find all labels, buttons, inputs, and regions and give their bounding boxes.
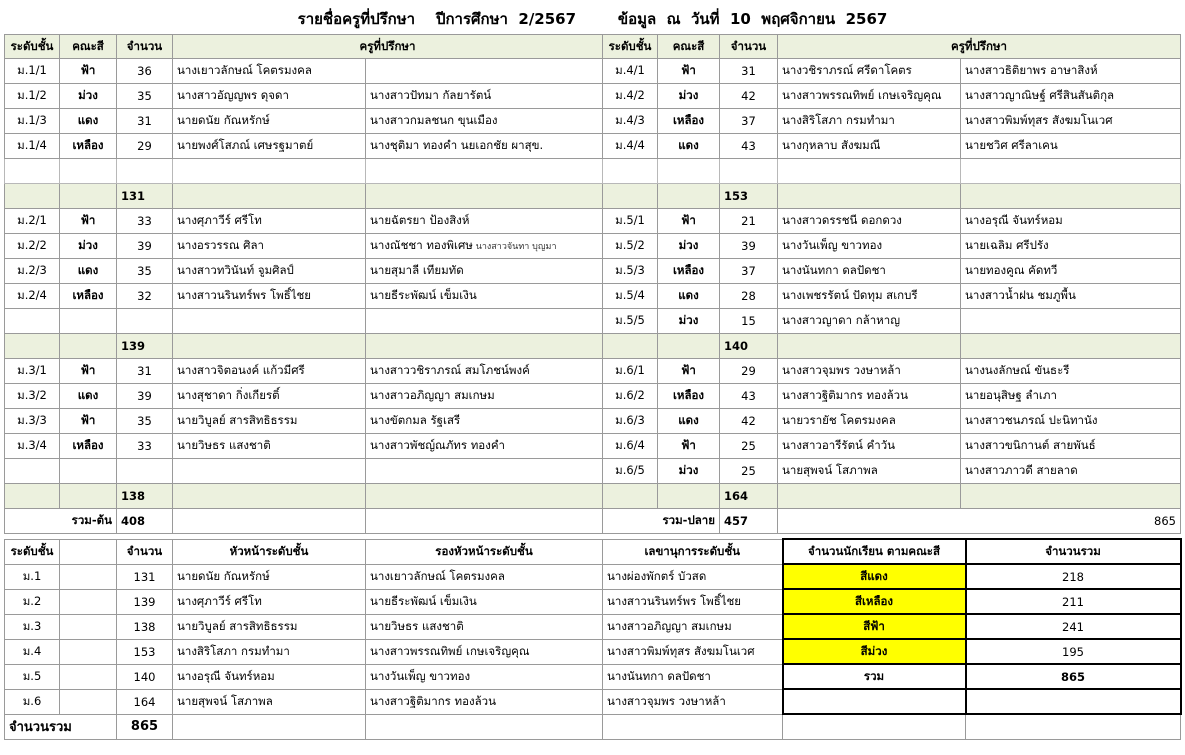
right-student-count[interactable]: 25 [720,434,778,459]
summary-deputy[interactable]: นายธีระพัฒน์ เข็มเงิน [366,589,603,614]
empty-cell[interactable] [173,509,366,534]
left-room[interactable]: ม.3/3 [5,409,60,434]
empty-cell[interactable] [658,334,720,359]
upper-total-value[interactable]: 457 [720,509,778,534]
summary-row [5,639,1181,664]
left-house-color[interactable]: เหลือง [60,134,117,159]
empty-cell[interactable] [366,714,603,739]
summary-secretary[interactable]: นางสาวพิมพ์ทุสร สังฆมโนเวศ [603,639,783,664]
summary-level[interactable]: ม.4 [5,639,60,664]
empty-cell[interactable] [961,484,1181,509]
right-student-count[interactable]: 42 [720,84,778,109]
summary-table [4,538,1182,740]
color-total-label[interactable]: รวม [783,664,966,689]
left-advisor-2[interactable]: นางณัชชา ทองพิเศษ นางสาวจันทา บุญมา [366,234,603,259]
color-count[interactable]: 195 [966,639,1181,664]
right-advisor-1[interactable]: นางกุหลาบ สังฆมณี [778,134,961,159]
right-advisor-2[interactable] [961,309,1181,334]
empty-cell[interactable] [173,714,366,739]
right-student-count[interactable]: 43 [720,384,778,409]
summary-count[interactable]: 164 [117,689,173,714]
left-room[interactable]: ม.2/3 [5,259,60,284]
grand-total-label[interactable]: จำนวนรวม [5,714,117,739]
right-house-color[interactable]: แดง [658,134,720,159]
right-student-count[interactable]: 29 [720,359,778,384]
empty-cell[interactable] [60,689,117,714]
summary-head-teacher[interactable]: นางอรุณี จันทร์หอม [173,664,366,689]
color-label[interactable]: สีแดง [783,564,966,589]
page-title: รายชื่อครูที่ปรึกษา ปีการศึกษา 2/2567 ข้อมูล ณ วันที่ 10 พฤศจิกายน 2567 [297,10,888,28]
right-room[interactable]: ม.5/4 [603,284,658,309]
summary-header-secretary[interactable]: เลขานุการระดับชั้น [603,539,783,564]
left-empty-cell[interactable] [60,309,117,334]
right-advisor-2[interactable]: นางสาวน้ำฝน ชมภูพื้น [961,284,1181,309]
left-advisor-2[interactable]: นางสาวอภิญญา สมเกษม [366,384,603,409]
left-house-color[interactable]: เหลือง [60,434,117,459]
right-house-color[interactable]: เหลือง [658,384,720,409]
table-row [5,134,1181,159]
table-row [5,309,1181,334]
empty-cell[interactable] [961,184,1181,209]
empty-cell[interactable] [658,159,720,184]
left-empty-cell[interactable] [5,309,60,334]
empty-cell[interactable] [5,334,60,359]
left-house-color[interactable]: ม่วง [60,84,117,109]
right-student-count[interactable]: 43 [720,134,778,159]
left-room[interactable]: ม.1/3 [5,109,60,134]
left-student-count[interactable]: 39 [117,234,173,259]
empty-cell[interactable] [173,159,366,184]
left-house-color[interactable]: แดง [60,259,117,284]
summary-header-level[interactable]: ระดับชั้น [5,539,60,564]
right-room[interactable]: ม.6/1 [603,359,658,384]
left-advisor-2[interactable]: นายธีระพัฒน์ เข็มเงิน [366,284,603,309]
table-row [5,84,1181,109]
summary-header-deputy[interactable]: รองหัวหน้าระดับชั้น [366,539,603,564]
empty-cell[interactable] [60,664,117,689]
right-house-color[interactable]: ม่วง [658,309,720,334]
right-room[interactable]: ม.4/3 [603,109,658,134]
header-count[interactable]: จำนวน [720,35,778,59]
left-house-color[interactable]: เหลือง [60,284,117,309]
left-advisor-2[interactable]: นางสาวกมลชนก ขุนเมือง [366,109,603,134]
summary-secretary[interactable]: นางสาวอภิญญา สมเกษม [603,614,783,639]
summary-count[interactable]: 139 [117,589,173,614]
left-room[interactable]: ม.3/1 [5,359,60,384]
empty-cell[interactable] [366,159,603,184]
right-house-color[interactable]: ฟ้า [658,359,720,384]
empty-cell[interactable] [60,159,117,184]
right-advisor-1[interactable]: นางนันทกา ดลปัดชา [778,259,961,284]
empty-cell[interactable] [5,159,60,184]
color-total-value[interactable]: 865 [966,664,1181,689]
header-level[interactable]: ระดับชั้น [603,35,658,59]
left-room[interactable]: ม.1/2 [5,84,60,109]
empty-cell[interactable] [173,334,366,359]
table-row [5,359,1181,384]
left-subtotal[interactable]: 131 [117,184,173,209]
empty-cell[interactable] [117,159,173,184]
empty-cell[interactable] [60,589,117,614]
empty-cell[interactable] [60,564,117,589]
summary-head-teacher[interactable]: นางสิริโสภา กรมทำมา [173,639,366,664]
empty-cell[interactable] [961,334,1181,359]
summary-level[interactable]: ม.3 [5,614,60,639]
empty-cell[interactable] [603,159,658,184]
right-student-count[interactable]: 39 [720,234,778,259]
left-room[interactable]: ม.2/2 [5,234,60,259]
grand-total-count[interactable]: 865 [117,714,173,739]
left-advisor-2[interactable]: นางชุติมา ทองคำ นยเอกชัย ผาสุข. [366,134,603,159]
empty-cell[interactable] [783,714,966,739]
totals-row [5,509,1181,534]
color-count[interactable]: 241 [966,614,1181,639]
right-room[interactable]: ม.4/4 [603,134,658,159]
left-advisor-2[interactable]: นางสาวพัชญ์ณภัทร ทองคำ [366,434,603,459]
left-student-count[interactable]: 35 [117,84,173,109]
right-student-count[interactable]: 28 [720,284,778,309]
header-level[interactable]: ระดับชั้น [5,35,60,59]
right-advisor-1[interactable]: นางสาวดรรชนี ดอกดวง [778,209,961,234]
left-advisor-1[interactable]: นางสาวทวินันท์ จูมศิลป์ [173,259,366,284]
right-subtotal[interactable]: 164 [720,484,778,509]
right-advisor-2[interactable]: นายทองคูณ คัดทวี [961,259,1181,284]
right-student-count[interactable]: 31 [720,59,778,84]
right-advisor-1[interactable]: นางวันเพ็ญ ขาวทอง [778,234,961,259]
summary-row [5,614,1181,639]
right-room[interactable]: ม.5/3 [603,259,658,284]
summary-count[interactable]: 131 [117,564,173,589]
empty-cell[interactable] [603,334,658,359]
table-row [5,284,1181,309]
empty-cell[interactable] [720,159,778,184]
left-empty-cell[interactable] [117,309,173,334]
summary-secretary[interactable]: นางสาวนรินทร์พร โพธิ์ไชย [603,589,783,614]
right-advisor-1[interactable]: นางสิริโสภา กรมทำมา [778,109,961,134]
empty-cell[interactable] [961,159,1181,184]
summary-row [5,564,1181,589]
left-subtotal[interactable]: 138 [117,484,173,509]
right-house-color[interactable]: ม่วง [658,459,720,484]
empty-cell[interactable] [778,184,961,209]
empty-cell[interactable] [60,484,117,509]
left-student-count[interactable]: 29 [117,134,173,159]
right-advisor-2[interactable]: นางสาวภาวดี สายลาด [961,459,1181,484]
right-student-count[interactable]: 37 [720,109,778,134]
right-student-count[interactable]: 15 [720,309,778,334]
summary-row [5,589,1181,614]
summary-level[interactable]: ม.5 [5,664,60,689]
empty-cell[interactable] [60,334,117,359]
left-house-color[interactable]: ฟ้า [60,209,117,234]
summary-row [5,664,1181,689]
left-advisor-1[interactable]: นางอรวรรณ ศิลา [173,234,366,259]
summary-header-row [5,539,1181,564]
left-advisor-1[interactable]: นางเยาวลักษณ์ โคตรมงคล [173,59,366,84]
right-room[interactable]: ม.4/1 [603,59,658,84]
summary-header-by-color[interactable]: จำนวนนักเรียน ตามคณะสี [783,539,966,564]
empty-cell[interactable] [173,184,366,209]
empty-cell[interactable] [966,689,1181,714]
left-empty-cell[interactable] [173,459,366,484]
grand-total-row [5,714,1181,739]
advisor-note: นางสาวจันทา บุญมา [472,242,557,252]
left-advisor-1[interactable]: นางสาวจิตอนงค์ แก้วมีศรี [173,359,366,384]
left-room[interactable]: ม.2/1 [5,209,60,234]
empty-cell[interactable] [173,484,366,509]
right-advisor-1[interactable]: นางสาวญาดา กล้าหาญ [778,309,961,334]
left-house-color[interactable]: แดง [60,384,117,409]
summary-level[interactable]: ม.1 [5,564,60,589]
left-advisor-2[interactable] [366,59,603,84]
table-row [5,234,1181,259]
right-house-color[interactable]: ฟ้า [658,434,720,459]
right-room[interactable]: ม.6/2 [603,384,658,409]
summary-deputy[interactable]: นายวิษธร แสงชาติ [366,614,603,639]
empty-cell[interactable] [783,689,966,714]
header-row [5,35,1181,59]
left-student-count[interactable]: 36 [117,59,173,84]
empty-cell[interactable] [603,484,658,509]
right-advisor-2[interactable]: นายอนุสิษฐ ลำเภา [961,384,1181,409]
table-row [5,59,1181,84]
subtotal-row [5,484,1181,509]
table-row [5,434,1181,459]
summary-level[interactable]: ม.2 [5,589,60,614]
empty-cell[interactable] [60,614,117,639]
left-house-color[interactable]: ฟ้า [60,359,117,384]
right-advisor-1[interactable]: นางวชิราภรณ์ ศรีดาโคตร [778,59,961,84]
table-row [5,259,1181,284]
empty-cell[interactable] [603,184,658,209]
right-student-count[interactable]: 42 [720,409,778,434]
left-advisor-1[interactable]: นางสาวนรินทร์พร โพธิ์ไชย [173,284,366,309]
empty-cell[interactable] [778,334,961,359]
advisor-table [4,34,1181,534]
right-house-color[interactable]: ม่วง [658,84,720,109]
left-house-color[interactable]: ม่วง [60,234,117,259]
left-room[interactable]: ม.2/4 [5,284,60,309]
upper-total-label[interactable]: รวม-ปลาย [603,509,720,534]
summary-secretary[interactable]: นางสาวจุมพร วงษาหล้า [603,689,783,714]
summary-count[interactable]: 153 [117,639,173,664]
right-room[interactable]: ม.6/4 [603,434,658,459]
right-house-color[interactable]: แดง [658,409,720,434]
empty-cell[interactable] [366,334,603,359]
color-label[interactable]: สีเหลือง [783,589,966,614]
left-advisor-2[interactable]: นางสาววชิราภรณ์ สมโภชน์พงค์ [366,359,603,384]
right-advisor-2[interactable]: นางอรุณี จันทร์หอม [961,209,1181,234]
empty-cell[interactable] [658,484,720,509]
right-room[interactable]: ม.5/5 [603,309,658,334]
color-count[interactable]: 211 [966,589,1181,614]
empty-cell[interactable] [658,184,720,209]
empty-cell[interactable] [778,159,961,184]
right-advisor-1[interactable]: นางสาวจุมพร วงษาหล้า [778,359,961,384]
header-color[interactable]: คณะสี [658,35,720,59]
empty-cell[interactable] [5,484,60,509]
right-student-count[interactable]: 37 [720,259,778,284]
right-advisor-2[interactable]: นางสาวชนภรณ์ ปะนิทานัง [961,409,1181,434]
left-advisor-1[interactable]: นายวิษธร แสงชาติ [173,434,366,459]
empty-cell[interactable] [966,714,1181,739]
subtotal-row [5,334,1181,359]
left-student-count[interactable]: 33 [117,434,173,459]
right-advisor-2[interactable]: นายเฉลิม ศรีปรัง [961,234,1181,259]
summary-deputy[interactable]: นางสาวพรรณทิพย์ เกษเจริญคุณ [366,639,603,664]
left-house-color[interactable]: แดง [60,109,117,134]
right-advisor-1[interactable]: นางเพชรรัตน์ ปัดทุม สเกบรี [778,284,961,309]
left-room[interactable]: ม.1/4 [5,134,60,159]
table-row [5,384,1181,409]
color-label[interactable]: สีฟ้า [783,614,966,639]
right-house-color[interactable]: ฟ้า [658,209,720,234]
subtotal-row [5,184,1181,209]
left-student-count[interactable]: 31 [117,359,173,384]
lower-total-value[interactable]: 408 [117,509,173,534]
summary-row [5,689,1181,714]
left-advisor-2[interactable]: นางขัตกมล รัฐเสรี [366,409,603,434]
left-student-count[interactable]: 33 [117,209,173,234]
right-house-color[interactable]: เหลือง [658,109,720,134]
table-row [5,409,1181,434]
left-advisor-1[interactable]: นายพงศ์โสภณ์ เศษรฐมาตย์ [173,134,366,159]
empty-cell[interactable] [778,484,961,509]
left-subtotal[interactable]: 139 [117,334,173,359]
header-advisors[interactable]: ครูที่ปรึกษา [173,35,603,59]
right-advisor-2[interactable]: นางสาวญาณิษฐ์ ศรีสินสันติกุล [961,84,1181,109]
header-color[interactable]: คณะสี [60,35,117,59]
right-house-color[interactable]: แดง [658,284,720,309]
right-advisor-2[interactable]: นายชวิศ ศรีลาเคน [961,134,1181,159]
left-student-count[interactable]: 35 [117,409,173,434]
empty-cell[interactable] [60,539,117,564]
empty-cell[interactable] [5,184,60,209]
color-label[interactable]: สีม่วง [783,639,966,664]
left-room[interactable]: ม.3/2 [5,384,60,409]
right-room[interactable]: ม.5/2 [603,234,658,259]
right-subtotal[interactable]: 153 [720,184,778,209]
left-advisor-2[interactable]: นายฉัตรยา ป้องสิงห์ [366,209,603,234]
left-advisor-1[interactable]: นางสาวอัญญพร ดุจดา [173,84,366,109]
right-house-color[interactable]: ฟ้า [658,59,720,84]
left-student-count[interactable]: 32 [117,284,173,309]
left-advisor-1[interactable]: นายวิบูลย์ สารสิทธิธรรม [173,409,366,434]
grand-total-value[interactable]: 865 [778,509,1181,534]
empty-cell[interactable] [60,639,117,664]
empty-cell[interactable] [366,184,603,209]
summary-header-head[interactable]: หัวหน้าระดับชั้น [173,539,366,564]
left-room[interactable]: ม.1/1 [5,59,60,84]
table-row [5,109,1181,134]
summary-deputy[interactable]: นางสาวฐิติมากร ทองล้วน [366,689,603,714]
left-advisor-1[interactable]: นายดนัย กัณหรักษ์ [173,109,366,134]
right-advisor-1[interactable]: นางสาวพรรณทิพย์ เกษเจริญคุณ [778,84,961,109]
summary-header-count[interactable]: จำนวน [117,539,173,564]
right-room[interactable]: ม.4/2 [603,84,658,109]
right-student-count[interactable]: 25 [720,459,778,484]
right-advisor-2[interactable]: นางสาวพิมพ์ทุสร สังฆมโนเวศ [961,109,1181,134]
summary-count[interactable]: 140 [117,664,173,689]
empty-cell[interactable] [366,509,603,534]
right-advisor-1[interactable]: นางสาวอารีรัตน์ คำวัน [778,434,961,459]
blank-row [5,159,1181,184]
right-advisor-2[interactable]: นางสาวธิติยาพร อาษาสิงห์ [961,59,1181,84]
right-advisor-1[interactable]: นางสาวฐิติมากร ทองล้วน [778,384,961,409]
left-student-count[interactable]: 35 [117,259,173,284]
left-room[interactable]: ม.3/4 [5,434,60,459]
table-row [5,209,1181,234]
summary-head-teacher[interactable]: นายดนัย กัณหรักษ์ [173,564,366,589]
left-house-color[interactable]: ฟ้า [60,409,117,434]
color-count[interactable]: 218 [966,564,1181,589]
left-empty-cell[interactable] [366,309,603,334]
right-house-color[interactable]: เหลือง [658,259,720,284]
summary-head-teacher[interactable]: นายสุพจน์ โสภาพล [173,689,366,714]
right-room[interactable]: ม.6/3 [603,409,658,434]
summary-head-teacher[interactable]: นางศุภาวีร์ ศรีโท [173,589,366,614]
right-room[interactable]: ม.6/5 [603,459,658,484]
left-empty-cell[interactable] [60,459,117,484]
header-advisors[interactable]: ครูที่ปรึกษา [778,35,1181,59]
right-advisor-1[interactable]: นายวรายัช โคตรมงคล [778,409,961,434]
summary-head-teacher[interactable]: นายวิบูลย์ สารสิทธิธรรม [173,614,366,639]
summary-secretary[interactable]: นางผ่องพักตร์ บัวสด [603,564,783,589]
left-empty-cell[interactable] [366,459,603,484]
empty-cell[interactable] [60,184,117,209]
left-empty-cell[interactable] [5,459,60,484]
right-house-color[interactable]: ม่วง [658,234,720,259]
left-empty-cell[interactable] [117,459,173,484]
summary-deputy[interactable]: นางเยาวลักษณ์ โคตรมงคล [366,564,603,589]
right-room[interactable]: ม.5/1 [603,209,658,234]
left-advisor-1[interactable]: นางสุชาดา กิ่งเกียรติ์ [173,384,366,409]
summary-secretary[interactable]: นางนันทกา ดลปัดชา [603,664,783,689]
summary-count[interactable]: 138 [117,614,173,639]
table-row [5,459,1181,484]
right-advisor-2[interactable]: นางนงลักษณ์ ขันธะรี [961,359,1181,384]
left-empty-cell[interactable] [173,309,366,334]
empty-cell[interactable] [366,484,603,509]
right-subtotal[interactable]: 140 [720,334,778,359]
summary-header-total[interactable]: จำนวนรวม [966,539,1181,564]
left-advisor-1[interactable]: นางศุภาวีร์ ศรีโท [173,209,366,234]
left-student-count[interactable]: 31 [117,109,173,134]
left-student-count[interactable]: 39 [117,384,173,409]
empty-cell[interactable] [603,714,783,739]
header-count[interactable]: จำนวน [117,35,173,59]
left-house-color[interactable]: ฟ้า [60,59,117,84]
right-student-count[interactable]: 21 [720,209,778,234]
lower-total-label[interactable]: รวม-ต้น [5,509,117,534]
left-advisor-2[interactable]: นางสาวปัทมา กัลยารัตน์ [366,84,603,109]
right-advisor-1[interactable]: นายสุพจน์ โสภาพล [778,459,961,484]
summary-deputy[interactable]: นางวันเพ็ญ ขาวทอง [366,664,603,689]
left-advisor-2[interactable]: นายสุมาลี เทียมทัด [366,259,603,284]
summary-level[interactable]: ม.6 [5,689,60,714]
right-advisor-2[interactable]: นางสาวขนิกานต์ สายพันธ์ [961,434,1181,459]
